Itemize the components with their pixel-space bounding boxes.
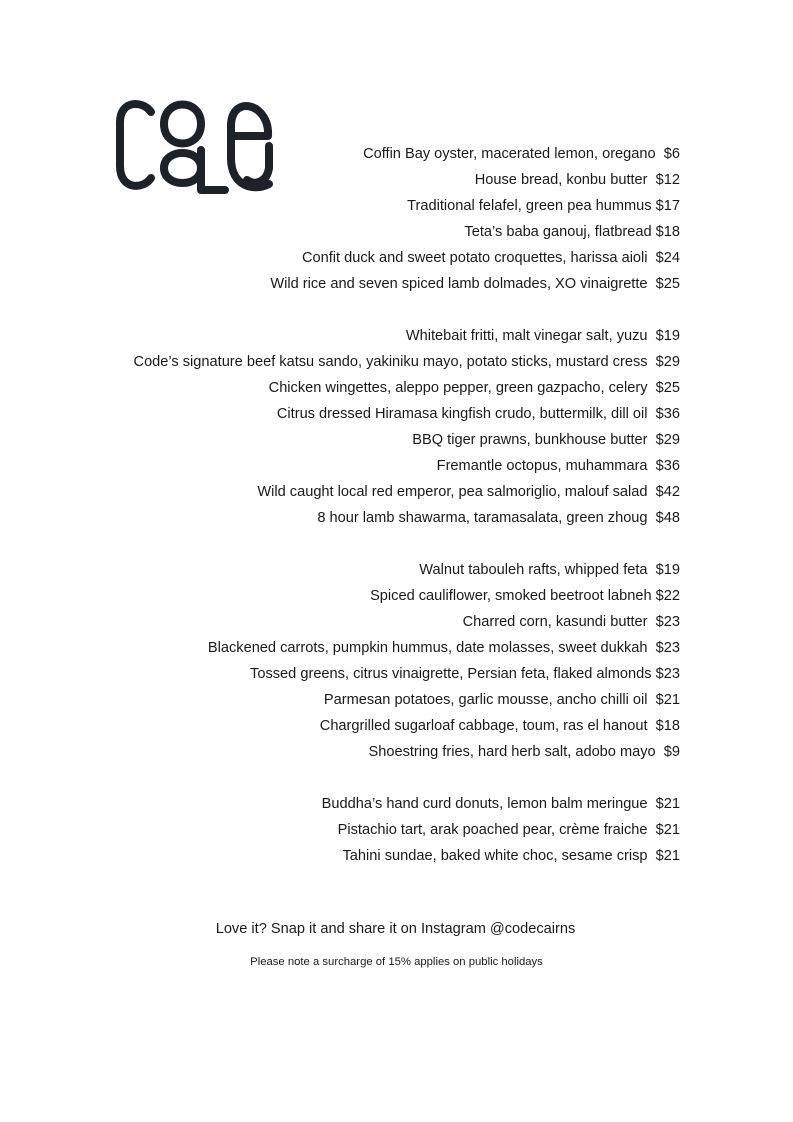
menu-item: Citrus dressed Hiramasa kingfish crudo, buttermilk, dill oil $36 — [276, 406, 680, 422]
menu-item: Teta’s baba ganouj, flatbread $18 — [464, 224, 680, 240]
menu-item: Traditional felafel, green pea hummus $17 — [407, 198, 680, 214]
menu-item: Buddha’s hand curd donuts, lemon balm meringue $21 — [321, 796, 680, 812]
menu-section-starters — [60, 141, 680, 297]
menu-item: Blackened carrots, pumpkin hummus, date molasses, sweet dukkah $23 — [207, 640, 680, 656]
menu-item: Chargrilled sugarloaf cabbage, toum, ras el hanout $18 — [319, 718, 680, 734]
menu-item: Fremantle octopus, muhammara $36 — [436, 458, 680, 474]
menu-item: Tossed greens, citrus vinaigrette, Persian feta, flaked almonds $23 — [250, 666, 680, 682]
menu-item: Wild rice and seven spiced lamb dolmades, XO vinaigrette $25 — [270, 276, 680, 292]
menu-item: Coffin Bay oyster, macerated lemon, oregano $6 — [363, 146, 680, 162]
menu-section-mains — [60, 323, 680, 531]
menu-item: Wild caught local red emperor, pea salmoriglio, malouf salad $42 — [257, 484, 680, 500]
menu-item: Parmesan potatoes, garlic mousse, ancho chilli oil $21 — [323, 692, 680, 708]
menu-item: Whitebait fritti, malt vinegar salt, yuzu $19 — [405, 328, 680, 344]
menu-item: Pistachio tart, arak poached pear, crème fraiche $21 — [337, 822, 680, 838]
menu-item: BBQ tiger prawns, bunkhouse butter $29 — [412, 432, 680, 448]
menu-section-desserts — [60, 791, 680, 869]
instagram-share-text: Love it? Snap it and share it on Instagram @codecairns — [215, 921, 576, 937]
menu-item: Chicken wingettes, aleppo pepper, green gazpacho, celery $25 — [268, 380, 680, 396]
surcharge-note: Please note a surcharge of 15% applies on public holidays — [250, 956, 543, 968]
menu-item: House bread, konbu butter $12 — [474, 172, 680, 188]
menu — [60, 141, 680, 895]
menu-item: Confit duck and sweet potato croquettes, harissa aioli $24 — [301, 250, 680, 266]
menu-item: Code’s signature beef katsu sando, yakiniku mayo, potato sticks, mustard cress $29 — [133, 354, 680, 370]
menu-item: Shoestring fries, hard herb salt, adobo mayo $9 — [368, 744, 680, 760]
menu-item: Walnut tabouleh rafts, whipped feta $19 — [419, 562, 680, 578]
menu-section-sides — [60, 557, 680, 765]
menu-item: 8 hour lamb shawarma, taramasalata, green zhoug $48 — [317, 510, 680, 526]
menu-item: Spiced cauliflower, smoked beetroot labneh $22 — [370, 588, 680, 604]
menu-item: Tahini sundae, baked white choc, sesame crisp $21 — [342, 848, 680, 864]
menu-item: Charred corn, kasundi butter $23 — [462, 614, 680, 630]
